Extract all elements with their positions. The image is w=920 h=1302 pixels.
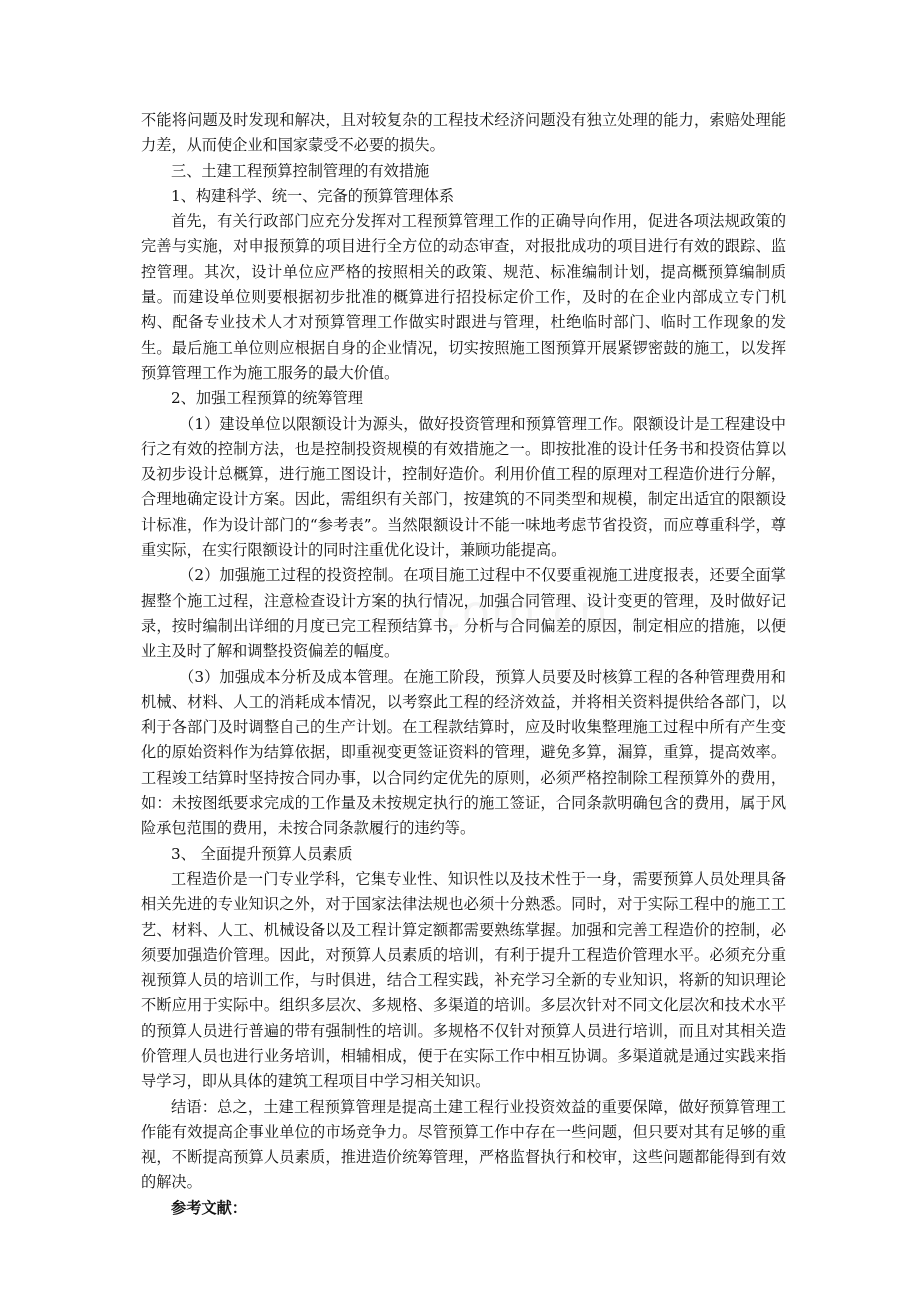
subsection2-item1: （1）建设单位以限额设计为源头，做好投资管理和预算管理工作。限额设计是工程建设中行之有效的控制方法，也是控制投资规模的有效措施之一。即按批准的设计任务书和投资估算以及初步设计总概算，进行施工图设计，控制好造价。利用价值工程的原理对工程造价进行分解，合理地确定设计方案。因此，需组织有关部门，按建筑的不同类型和规模，制定出适宜的限额设计标准，作为设计部门的“参考表”。当然限额设计不能一味地考虑节省投资，而应尊重科学，尊重实际，在实行限额设计的同时注重优化设计，兼顾功能提高。 — [141, 414, 786, 560]
references-label: 参考文献： — [171, 1198, 247, 1217]
subsection3-heading: 3、 全面提升预算人员素质 — [171, 844, 353, 863]
subsection1-body: 首先，有关行政部门应充分发挥对工程预算管理工作的正确导向作用，促进各项法规政策的完善与实施，对申报预算的项目进行全方位的动态审查，对报批成功的项目进行有效的跟踪、监控管理。其次，设计单位应严格的按照相关的政策、规范、标准编制计划，提高概预算编制质量。而建设单位则要根据初步批准的概算进行招投标定价工作，及时的在企业内部成立专门机构、配备专业技术人才对预算管理工作做实时跟进与管理，杜绝临时部门、临时工作现象的发生。最后施工单位则应根据自身的企业情况，切实按照施工图预算开展紧锣密鼓的施工，以发挥预算管理工作为施工服务的最大价值。 — [141, 212, 786, 382]
subsection3-body: 工程造价是一门专业学科，它集专业性、知识性以及技术性于一身，需要预算人员处理具备相关先进的专业知识之外，对于国家法律法规也必须十分熟悉。同时，对于实际工程中的施工工艺、材料、人工、机械设备以及工程计算定额都需要熟练掌握。加强和完善工程造价的控制，必须要加强造价管理。因此，对预算人员素质的培训，有利于提升工程造价管理水平。必须充分重视预算人员的培训工作，与时俱进，结合工程实践，补充学习全新的专业知识，将新的知识理论不断应用于实际中。组织多层次、多规格、多渠道的培训。多层次针对不同文化层次和技术水平的预算人员进行普遍的带有强制性的培训。多规格不仅针对预算人员进行培训，而且对其相关造价管理人员也进行业务培训，相辅相成，便于在实际工作中相互协调。多渠道就是通过实践来指导学习，即从具体的建筑工程项目中学习相关知识。 — [141, 869, 786, 1091]
continued-paragraph: 不能将问题及时发现和解决，且对较复杂的工程技术经济问题没有独立处理的能力，索赔处理能力差，从而使企业和国家蒙受不必要的损失。 — [141, 111, 786, 155]
section3-heading: 三、土建工程预算控制管理的有效措施 — [171, 161, 430, 180]
subsection1-heading: 1、构建科学、统一、完备的预算管理体系 — [171, 186, 455, 205]
subsection2-heading: 2、加强工程预算的统筹管理 — [171, 389, 363, 408]
subsection2-item3: （3）加强成本分析及成本管理。在施工阶段，预算人员要及时核算工程的各种管理费用和机械、材料、人工的消耗成本情况，以考察此工程的经济效益，并将相关资料提供给各部门，以利于各部门及时调整自己的生产计划。在工程款结算时，应及时收集整理施工过程中所有产生变化的原始资料作为结算依据，即重视变更签证资料的管理，避免多算，漏算，重算，提高效率。工程竣工结算时坚持按合同办事，以合同约定优先的原则，必须严格控制除工程预算外的费用，如：未按图纸要求完成的工作量及未按规定执行的施工签证，合同条款明确包含的费用，属于风险承包范围的费用，未按合同条款履行的违约等。 — [141, 667, 786, 838]
conclusion-paragraph: 结语：总之，土建工程预算管理是提高土建工程行业投资效益的重要保障，做好预算管理工作能有效提高企事业单位的市场竞争力。尽管预算工作中存在一些问题，但只要对其有足够的重视，不断提高预算人员素质，推进造价统筹管理，严格监督执行和校审，这些问题都能得到有效的解决。 — [141, 1097, 786, 1192]
document-body — [141, 108, 786, 1221]
subsection2-item2: （2）加强施工过程的投资控制。在项目施工过程中不仅要重视施工进度报表，还要全面掌握整个施工过程，注意检查设计方案的执行情况，加强合同管理、设计变更的管理，及时做好记录，按时编制出详细的月度已完工程预结算书，分析与合同偏差的原因，制定相应的措施，以便业主及时了解和调整投资偏差的幅度。 — [141, 566, 786, 661]
